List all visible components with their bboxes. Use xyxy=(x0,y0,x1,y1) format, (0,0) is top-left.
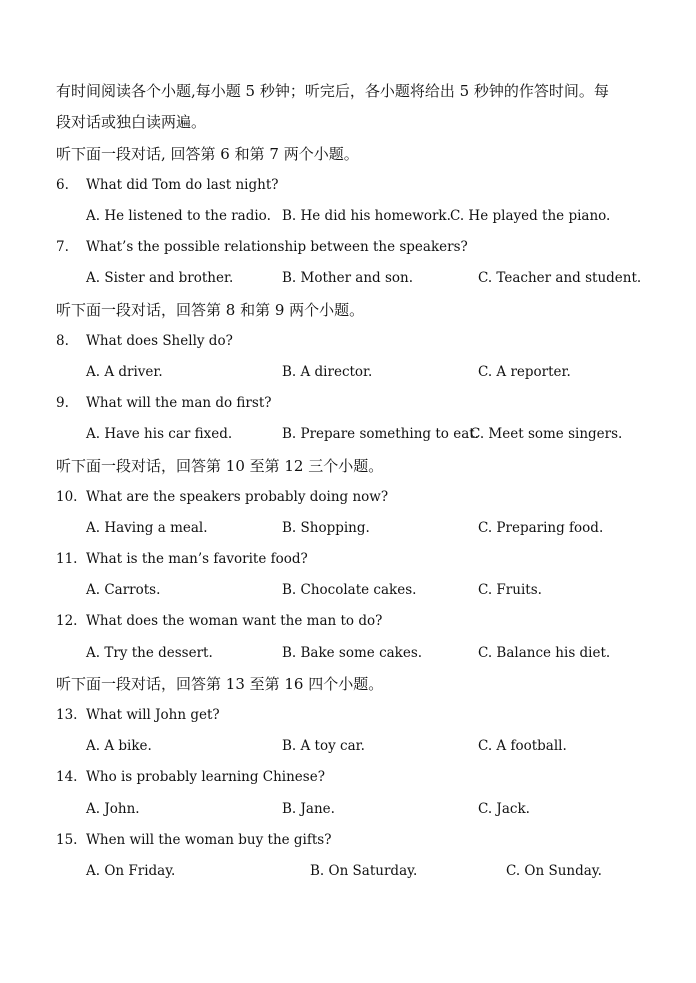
question-text: What will John get? xyxy=(86,707,220,723)
option-b: B. A toy car. xyxy=(282,738,365,754)
question xyxy=(56,331,233,351)
intro-line-2: 段对话或独白读两遍。 xyxy=(56,113,207,131)
option-c: C. A football. xyxy=(478,738,567,754)
question-number: 15. xyxy=(56,832,78,848)
question-text: When will the woman buy the gifts? xyxy=(86,832,332,848)
question xyxy=(56,237,468,257)
option-b: B. He did his homework. xyxy=(282,208,451,224)
section-heading: 听下面一段对话，回答第 8 和第 9 两个小题。 xyxy=(56,301,365,319)
question xyxy=(56,767,325,787)
question-text: What will the man do first? xyxy=(86,395,272,411)
option-b: B. On Saturday. xyxy=(310,863,418,879)
option-a: A. Have his car fixed. xyxy=(86,426,233,442)
section-heading: 听下面一段对话，回答第 13 至第 16 四个小题。 xyxy=(56,675,384,693)
option-b: B. Chocolate cakes. xyxy=(282,582,417,598)
option-c: C. He played the piano. xyxy=(450,208,611,224)
option-a: A. John. xyxy=(86,801,140,817)
question-number: 8. xyxy=(56,333,69,349)
question xyxy=(56,393,271,413)
option-c: C. Fruits. xyxy=(478,582,542,598)
option-c: C. Balance his diet. xyxy=(478,645,611,661)
question-number: 14. xyxy=(56,769,78,785)
question-text: Who is probably learning Chinese? xyxy=(86,769,325,785)
question-number: 11. xyxy=(56,551,78,567)
option-a: A. A bike. xyxy=(86,738,152,754)
question-number: 12. xyxy=(56,613,78,629)
option-c: C. Meet some singers. xyxy=(470,426,623,442)
option-c: C. Teacher and student. xyxy=(478,270,642,286)
question xyxy=(56,830,331,850)
option-a: A. Carrots. xyxy=(86,582,161,598)
question-text: What does the woman want the man to do? xyxy=(86,613,383,629)
option-b: B. Mother and son. xyxy=(282,270,414,286)
option-a: A. On Friday. xyxy=(86,863,176,879)
option-a: A. Having a meal. xyxy=(86,520,208,536)
option-c: C. Preparing food. xyxy=(478,520,604,536)
question-text: What are the speakers probably doing now? xyxy=(86,489,389,505)
question-number: 6. xyxy=(56,177,69,193)
option-a: A. Sister and brother. xyxy=(86,270,234,286)
option-a: A. He listened to the radio. xyxy=(86,208,271,224)
question-number: 10. xyxy=(56,489,78,505)
question-number: 13. xyxy=(56,707,78,723)
question-text: What does Shelly do? xyxy=(86,333,233,349)
question xyxy=(56,705,220,725)
option-b: B. Bake some cakes. xyxy=(282,645,423,661)
option-a: A. A driver. xyxy=(86,364,163,380)
section-heading: 听下面一段对话, 回答第 6 和第 7 两个小题。 xyxy=(56,145,359,163)
option-a: A. Try the dessert. xyxy=(86,645,213,661)
question xyxy=(56,611,382,631)
option-c: C. On Sunday. xyxy=(506,863,602,879)
question-text: What is the man’s favorite food? xyxy=(86,551,308,567)
question-number: 9. xyxy=(56,395,69,411)
option-b: B. Prepare something to eat. xyxy=(282,426,479,442)
question xyxy=(56,549,308,569)
question-number: 7. xyxy=(56,239,69,255)
question xyxy=(56,175,279,195)
option-c: C. Jack. xyxy=(478,801,530,817)
question-text: What’s the possible relationship between the speakers? xyxy=(86,239,468,255)
option-b: B. Jane. xyxy=(282,801,335,817)
question-text: What did Tom do last night? xyxy=(86,177,279,193)
question xyxy=(56,487,388,507)
option-b: B. Shopping. xyxy=(282,520,370,536)
option-b: B. A director. xyxy=(282,364,373,380)
section-heading: 听下面一段对话，回答第 10 至第 12 三个小题。 xyxy=(56,457,384,475)
option-c: C. A reporter. xyxy=(478,364,571,380)
intro-line-1: 有时间阅读各个小题,每小题 5 秒钟；听完后，各小题将给出 5 秒钟的作答时间。每 xyxy=(56,82,609,100)
